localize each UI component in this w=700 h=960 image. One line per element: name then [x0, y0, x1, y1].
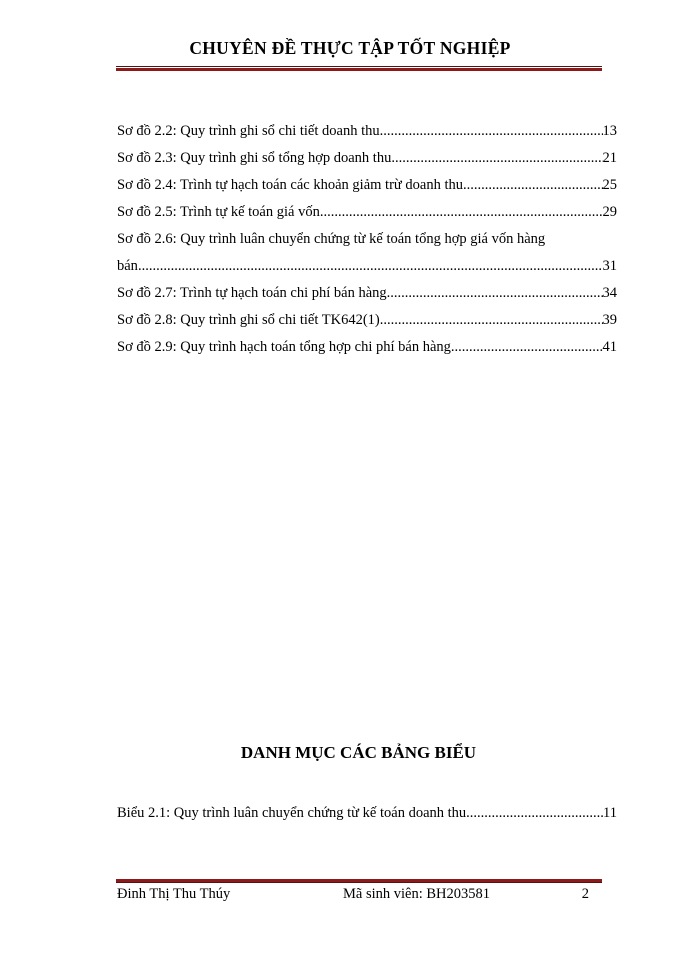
toc-leader-dots	[320, 199, 603, 226]
toc-entry[interactable]	[117, 199, 617, 226]
toc-leader-dots	[451, 334, 603, 361]
toc-entry-label: Sơ đồ 2.5: Trình tự kế toán giá vốn	[117, 204, 320, 220]
toc-entry[interactable]	[117, 280, 617, 307]
toc-leader-dots	[138, 253, 603, 280]
toc-entry[interactable]	[117, 118, 617, 145]
toc-entry-page: 41	[602, 339, 617, 355]
toc-leader-dots	[380, 118, 603, 145]
toc-leader-dots	[383, 307, 602, 334]
toc-entry-label-line1: Sơ đồ 2.6: Quy trình luân chuyển chứng từ kế toán tổng hợp giá vốn hàng	[117, 231, 546, 247]
toc-entry[interactable]	[117, 334, 617, 361]
toc-entry[interactable]	[117, 307, 617, 334]
toc-entry-page: 34	[602, 285, 617, 301]
toc-entry-page: 29	[602, 204, 617, 220]
header-divider	[116, 66, 602, 71]
toc-entry-page: 31	[602, 258, 617, 274]
page-footer	[117, 886, 597, 906]
toc-entry-label: Sơ đồ 2.7: Trình tự hạch toán chi phí bán hàng	[117, 285, 387, 301]
toc-entry-page: 11	[603, 805, 617, 821]
toc-entry[interactable]	[117, 800, 617, 827]
toc-entry-page: 39	[602, 312, 617, 328]
toc-entry-label: Biểu 2.1: Quy trình luân chuyển chứng từ kế toán doanh thu	[117, 805, 467, 821]
footer-page-number: 2	[581, 886, 589, 902]
toc-entry-label: Sơ đồ 2.8: Quy trình ghi sổ chi tiết TK642(1).	[117, 312, 384, 328]
toc-entry-page: 25	[602, 177, 617, 193]
toc-entry[interactable]	[117, 145, 617, 172]
toc-leader-dots	[387, 280, 603, 307]
diagram-list	[117, 118, 617, 361]
footer-divider	[116, 878, 602, 883]
toc-entry-label: Sơ đồ 2.9: Quy trình hạch toán tổng hợp chi phí bán hàng	[117, 339, 451, 355]
toc-entry-page: 13	[602, 123, 617, 139]
toc-leader-dots	[463, 172, 603, 199]
table-list	[117, 800, 617, 827]
toc-entry[interactable]	[117, 172, 617, 199]
footer-author: Đinh Thị Thu Thúy	[117, 886, 231, 902]
toc-leader-dots	[391, 145, 602, 172]
toc-entry-multiline[interactable]	[117, 226, 617, 280]
toc-entry-label: Sơ đồ 2.4: Trình tự hạch toán các khoản giảm trừ doanh thu	[117, 177, 463, 193]
toc-entry-label-line2: bán	[117, 258, 138, 274]
tables-section-title: DANH MỤC CÁC BẢNG BIỂU	[240, 743, 477, 762]
toc-entry-label: Sơ đồ 2.2: Quy trình ghi sổ chi tiết doanh thu	[117, 123, 380, 139]
toc-leader-dots	[466, 800, 603, 827]
document-header-title: CHUYÊN ĐỀ THỰC TẬP TỐT NGHIỆP	[189, 38, 511, 58]
toc-entry-label: Sơ đồ 2.3: Quy trình ghi sổ tổng hợp doanh thu	[117, 150, 392, 166]
toc-entry-page: 21	[602, 150, 617, 166]
footer-student-id: Mã sinh viên: BH203581	[343, 886, 491, 902]
